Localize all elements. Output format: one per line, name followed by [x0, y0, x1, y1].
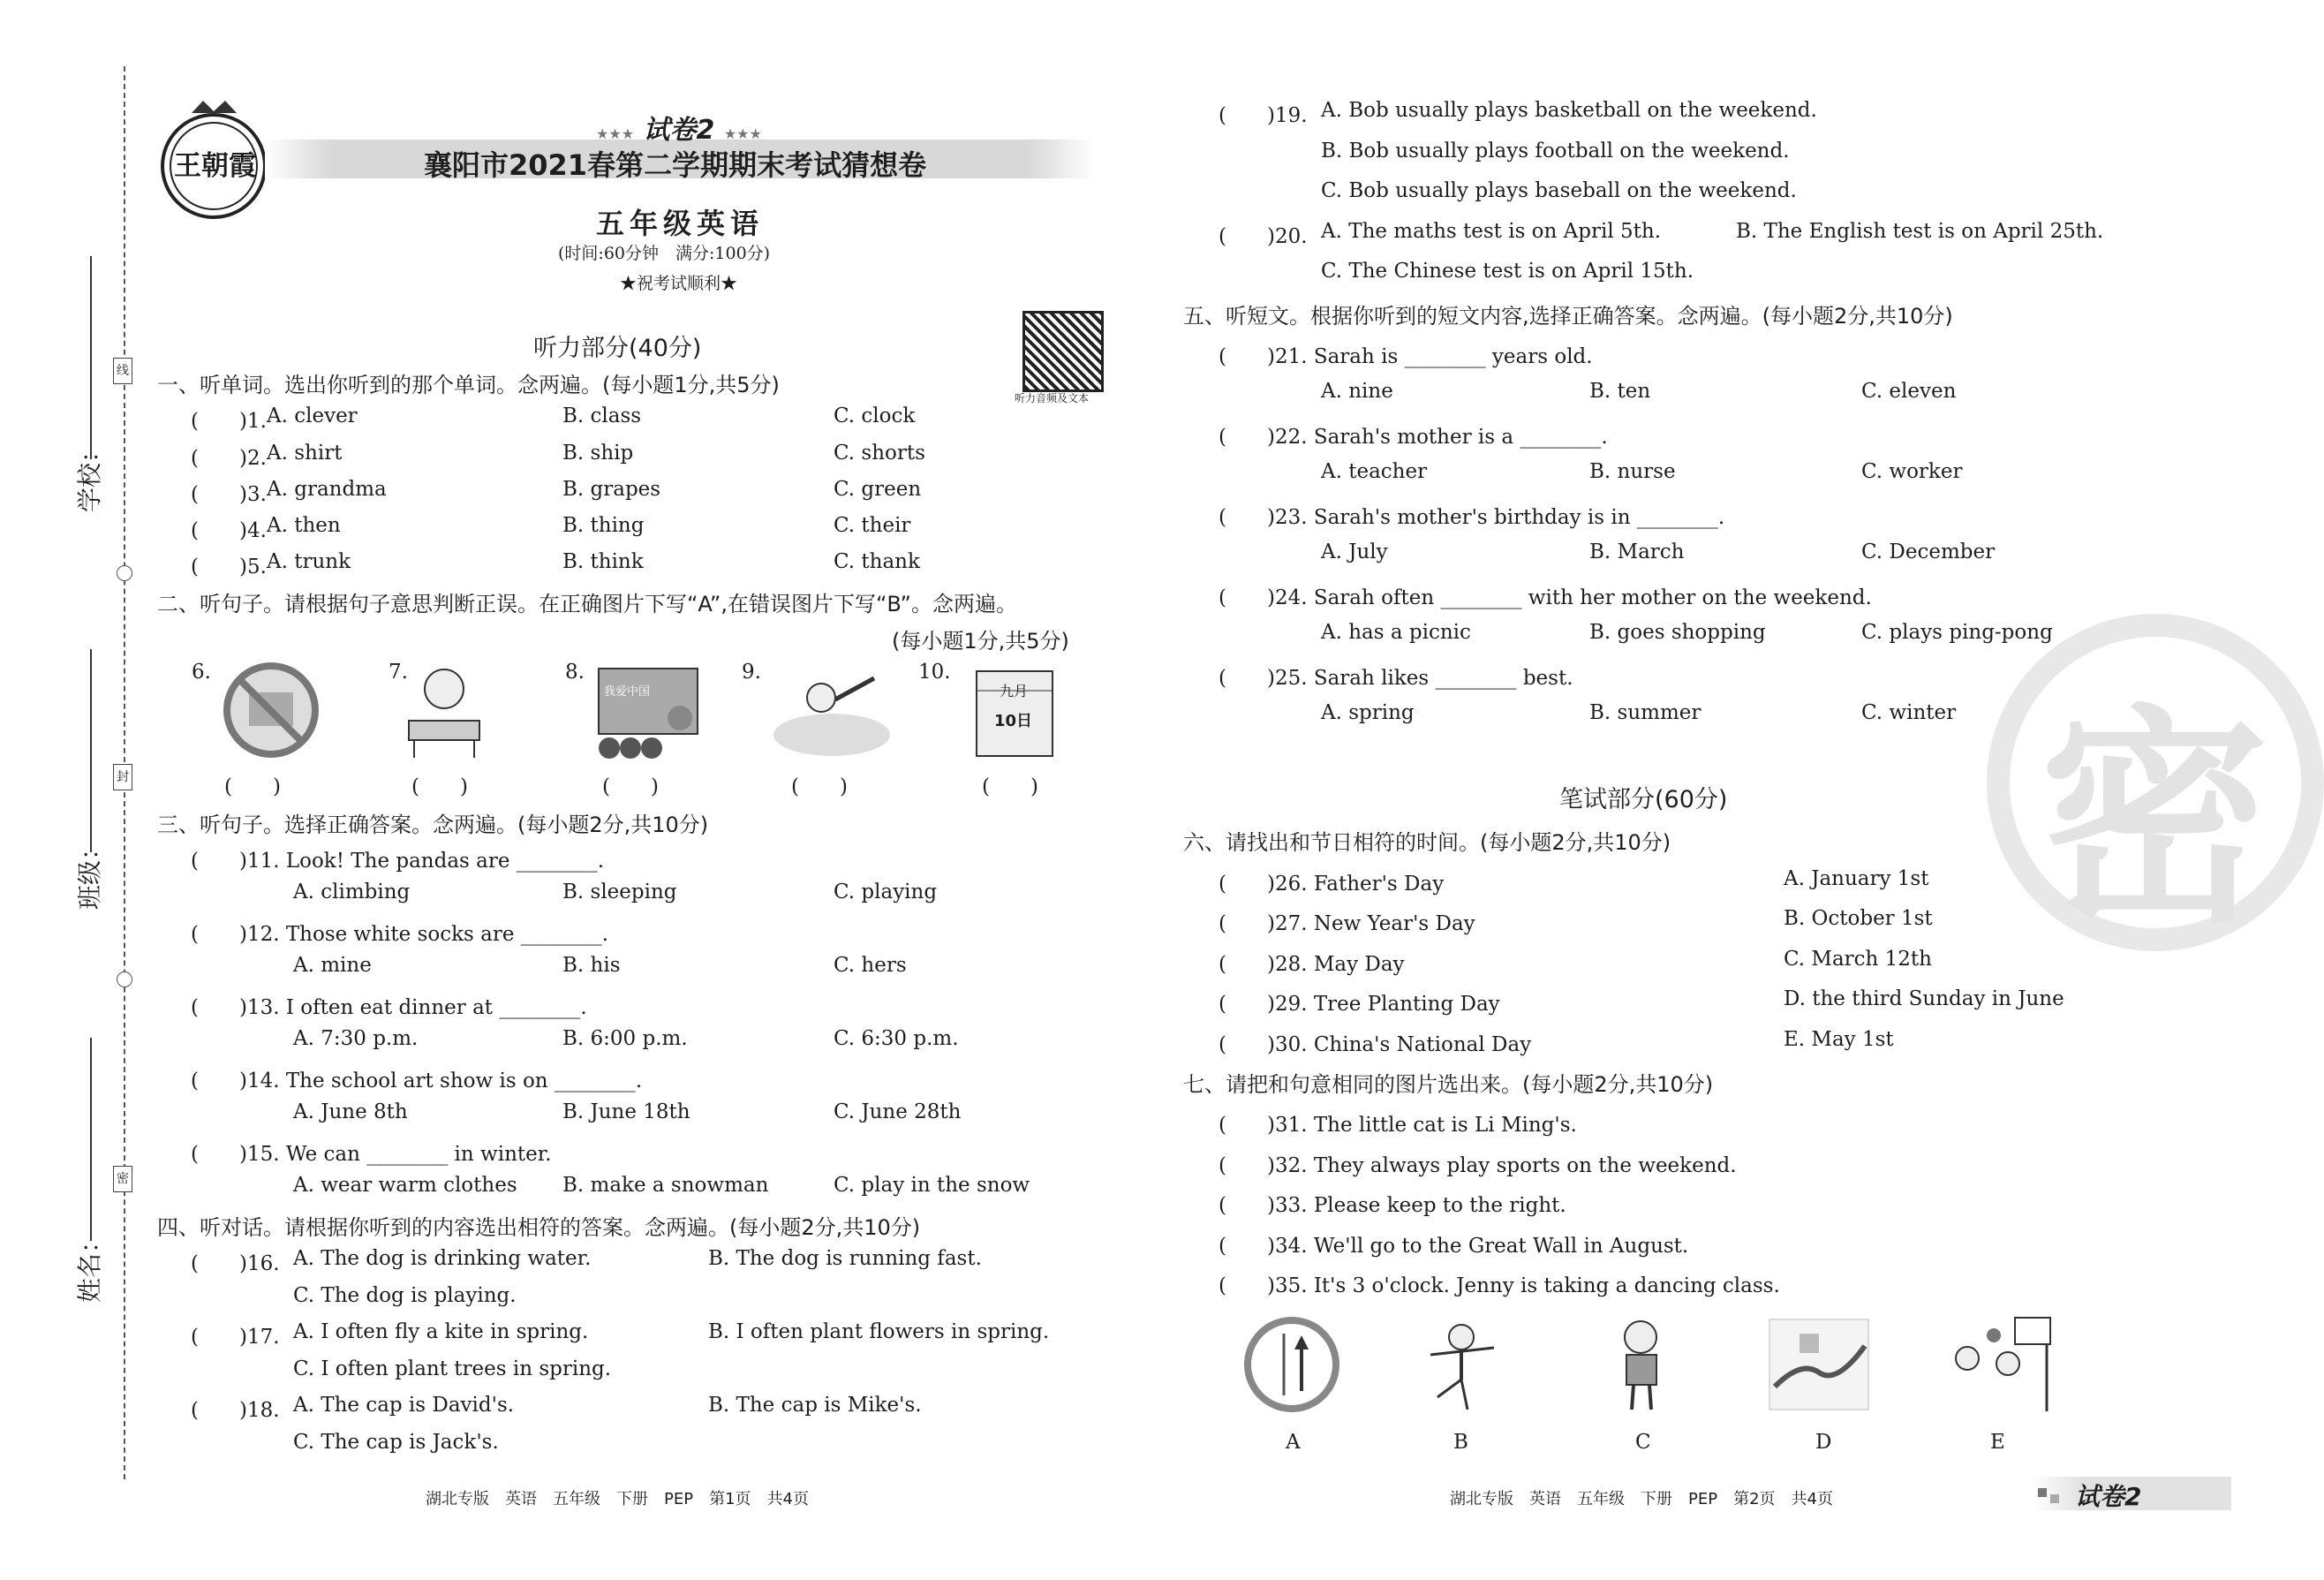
qr-code[interactable] — [1022, 311, 1104, 392]
q20-option-c: C. The Chinese test is on April 15th. — [1321, 260, 1694, 283]
q13-option-a: A. 7:30 p.m. — [293, 1027, 419, 1050]
name-line — [90, 1038, 92, 1241]
q11-option-a: A. climbing — [293, 881, 411, 903]
time-info: (时间:60分钟 满分:100分) — [558, 244, 771, 263]
q22-option-c: C. worker — [1861, 460, 1963, 483]
class-line — [90, 649, 92, 852]
q22-option-a: A. teacher — [1321, 460, 1428, 483]
q4-option-c: C. their — [834, 514, 911, 537]
q16-number: ( )16. — [191, 1252, 280, 1275]
footer-tag-square — [2038, 1488, 2047, 1497]
section2-title: 二、听句子。请根据句子意思判断正误。在正确图片下写“A”,在错误图片下写“B”。念两遍。 — [157, 592, 1017, 616]
pic-label-d: D — [1815, 1431, 1832, 1454]
written-title: 笔试部分(60分) — [1559, 786, 1728, 813]
q3-number: ( )3. — [191, 483, 267, 506]
q4-option-b: B. thing — [562, 514, 645, 537]
q5-option-b: B. think — [562, 550, 644, 573]
q16-option-b: B. The dog is running fast. — [708, 1247, 982, 1270]
pic-label-c: C — [1635, 1431, 1651, 1454]
q11-text: ( )11. Look! The pandas are ________. — [191, 850, 605, 873]
wish-text: ★祝考试顺利★ — [620, 274, 738, 293]
q15-text: ( )15. We can ________ in winter. — [191, 1143, 552, 1166]
q5-option-a: A. trunk — [267, 550, 351, 573]
section6-title: 六、请找出和节日相符的时间。(每小题2分,共10分) — [1183, 830, 1671, 855]
subject-title: 五年级英语 — [596, 207, 765, 240]
q16-option-a: A. The dog is drinking water. — [293, 1247, 592, 1270]
q11-option-b: B. sleeping — [562, 881, 677, 903]
q3-option-a: A. grandma — [267, 478, 387, 501]
q12-option-c: C. hers — [834, 954, 907, 977]
q13-option-b: B. 6:00 p.m. — [562, 1027, 688, 1050]
footer-tag-square — [2050, 1494, 2059, 1503]
q15-option-a: A. wear warm clothes — [293, 1174, 517, 1197]
q24-option-a: A. has a picnic — [1321, 621, 1471, 644]
section5-title: 五、听短文。根据你听到的短文内容,选择正确答案。念两遍。(每小题2分,共10分) — [1183, 304, 1953, 329]
name-label: 姓名： — [75, 1228, 104, 1303]
q14-option-a: A. June 8th — [293, 1100, 408, 1123]
q3-option-c: C. green — [834, 478, 922, 501]
option-a-date: A. January 1st — [1784, 867, 1929, 890]
dancing-girl-icon — [1413, 1316, 1510, 1413]
binding-hole — [117, 565, 132, 581]
calendar-month: 九月 — [1000, 683, 1029, 699]
q15-option-c: C. play in the snow — [834, 1174, 1030, 1197]
q17-option-c: C. I often plant trees in spring. — [293, 1357, 612, 1380]
q1-number: ( )1. — [191, 410, 267, 433]
q22-option-b: B. nurse — [1589, 460, 1676, 483]
footer-right: 湖北专版 英语 五年级 下册 PEP 第2页 共4页 — [1450, 1490, 1833, 1508]
class-label: 班级： — [75, 835, 104, 910]
q33-text: ( )33. Please keep to the right. — [1219, 1194, 1566, 1217]
logo — [155, 97, 274, 233]
q2-option-b: B. ship — [562, 442, 634, 465]
paper-number: ★★★ 试卷2 ★★★ — [596, 115, 762, 146]
q23-option-b: B. March — [1589, 541, 1685, 563]
q5-number: ( )5. — [191, 556, 267, 578]
school-line — [90, 256, 92, 459]
q23-option-a: A. July — [1321, 541, 1388, 563]
pic10-blank[interactable]: ( ) — [982, 775, 1038, 798]
binding-hole — [117, 971, 132, 987]
q26-text: ( )26. Father's Day — [1219, 873, 1445, 896]
no-tv-sign-icon — [221, 661, 321, 760]
q1-option-a: A. clever — [267, 404, 358, 427]
pic6-blank[interactable]: ( ) — [224, 775, 281, 798]
footer-left: 湖北专版 英语 五年级 下册 PEP 第1页 共4页 — [426, 1490, 809, 1508]
q15-option-b: B. make a snowman — [562, 1174, 769, 1197]
pic-label-b: B — [1453, 1431, 1468, 1454]
q4-option-a: A. then — [267, 514, 341, 537]
crown-icon — [192, 101, 237, 113]
seal-char-mi: 密 — [113, 1166, 132, 1192]
pic10-number: 10. — [918, 661, 951, 684]
watermark-text: 密 — [2040, 687, 2269, 954]
q2-option-c: C. shorts — [834, 442, 925, 465]
q13-option-c: C. 6:30 p.m. — [834, 1027, 959, 1050]
school-label: 学校： — [75, 437, 104, 512]
pic8-number: 8. — [565, 661, 585, 684]
q21-option-a: A. nine — [1321, 380, 1393, 403]
pic9-blank[interactable]: ( ) — [791, 775, 848, 798]
boy-with-cat-icon — [1595, 1316, 1692, 1413]
q13-text: ( )13. I often eat dinner at ________. — [191, 996, 587, 1019]
q2-option-a: A. shirt — [267, 442, 343, 465]
q28-text: ( )28. May Day — [1219, 953, 1405, 976]
swimming-boy-icon — [770, 662, 894, 760]
pic8-blank[interactable]: ( ) — [602, 775, 659, 798]
q12-text: ( )12. Those white socks are ________. — [191, 923, 609, 946]
q19-option-b: B. Bob usually plays football on the weekend. — [1321, 140, 1790, 163]
q25-option-b: B. summer — [1589, 701, 1702, 724]
q11-option-c: C. playing — [834, 881, 938, 903]
option-b-date: B. October 1st — [1784, 907, 1933, 930]
seal-char-xian: 线 — [113, 358, 132, 384]
q32-text: ( )32. They always play sports on the weekend. — [1219, 1154, 1737, 1177]
q23-option-c: C. December — [1861, 541, 1996, 563]
playing-basketball-icon — [1941, 1314, 2056, 1413]
section7-title: 七、请把和句意相同的图片选出来。(每小题2分,共10分) — [1183, 1072, 1714, 1097]
q14-option-b: B. June 18th — [562, 1100, 690, 1123]
q19-option-a: A. Bob usually plays basketball on the weekend. — [1321, 99, 1817, 122]
q20-option-a: A. The maths test is on April 5th. — [1321, 220, 1662, 243]
pic7-blank[interactable]: ( ) — [411, 775, 468, 798]
option-d-date: D. the third Sunday in June — [1784, 987, 2064, 1010]
section3-title: 三、听句子。选择正确答案。念两遍。(每小题2分,共10分) — [157, 813, 709, 837]
q19-option-c: C. Bob usually plays baseball on the weekend. — [1321, 179, 1797, 202]
q17-number: ( )17. — [191, 1326, 280, 1349]
q31-text: ( )31. The little cat is Li Ming's. — [1219, 1114, 1577, 1137]
q24-option-b: B. goes shopping — [1589, 621, 1766, 644]
q27-text: ( )27. New Year's Day — [1219, 912, 1475, 935]
pic6-number: 6. — [192, 661, 211, 684]
q5-option-c: C. thank — [834, 550, 920, 573]
boy-at-desk-icon — [402, 661, 487, 760]
q25-option-c: C. winter — [1861, 701, 1957, 724]
q2-number: ( )2. — [191, 447, 267, 470]
listening-title: 听力部分(40分) — [533, 335, 702, 362]
section1-title: 一、听单词。选出你听到的那个单词。念两遍。(每小题1分,共5分) — [157, 373, 780, 397]
teacher-blackboard-icon — [592, 665, 705, 760]
q12-option-a: A. mine — [293, 954, 372, 977]
calendar-day: 10日 — [994, 712, 1033, 730]
q23-text: ( )23. Sarah's mother's birthday is in ________. — [1219, 506, 1725, 529]
q12-option-b: B. his — [562, 954, 621, 977]
option-e-date: E. May 1st — [1784, 1028, 1894, 1051]
q14-option-c: C. June 28th — [834, 1100, 962, 1123]
q3-option-b: B. grapes — [562, 478, 661, 501]
q34-text: ( )34. We'll go to the Great Wall in August. — [1219, 1235, 1689, 1258]
seal-char-feng: 封 — [113, 764, 132, 790]
q18-number: ( )18. — [191, 1399, 280, 1422]
q1-option-c: C. clock — [834, 404, 916, 427]
q21-text: ( )21. Sarah is ________ years old. — [1219, 345, 1593, 368]
pic-label-a: A — [1286, 1431, 1301, 1454]
footer-tag: 试卷2 — [2075, 1482, 2142, 1511]
q25-option-a: A. spring — [1321, 701, 1415, 724]
q20-number: ( )20. — [1219, 225, 1308, 248]
q4-number: ( )4. — [191, 519, 267, 542]
q24-text: ( )24. Sarah often ________ with her mother on the weekend. — [1219, 586, 1872, 609]
q18-option-b: B. The cap is Mike's. — [708, 1394, 922, 1417]
q17-option-a: A. I often fly a kite in spring. — [293, 1320, 589, 1343]
pic-label-e: E — [1990, 1431, 2005, 1454]
q25-text: ( )25. Sarah likes ________ best. — [1219, 667, 1573, 690]
q30-text: ( )30. China's National Day — [1219, 1033, 1532, 1056]
q29-text: ( )29. Tree Planting Day — [1219, 993, 1500, 1016]
q21-option-c: C. eleven — [1861, 380, 1957, 403]
q14-text: ( )14. The school art show is on ________. — [191, 1070, 643, 1092]
q22-text: ( )22. Sarah's mother is a ________. — [1219, 426, 1608, 449]
section2-score: (每小题1分,共5分) — [892, 629, 1069, 654]
pic9-number: 9. — [742, 661, 761, 684]
q18-option-a: A. The cap is David's. — [293, 1394, 515, 1417]
section4-title: 四、听对话。请根据你听到的内容选出相符的答案。念两遍。(每小题2分,共10分) — [157, 1215, 921, 1240]
blackboard-text: 我爱中国 — [604, 685, 651, 699]
exam-title: 襄阳市2021春第二学期期末考试猜想卷 — [424, 148, 927, 182]
q1-option-b: B. class — [562, 404, 642, 427]
q16-option-c: C. The dog is playing. — [293, 1284, 517, 1307]
q24-option-c: C. plays ping-pong — [1861, 621, 2053, 644]
pic7-number: 7. — [389, 661, 408, 684]
logo-text: 王朝霞 — [174, 150, 256, 182]
qr-label: 听力音频及文本 — [1015, 392, 1090, 404]
q19-number: ( )19. — [1219, 104, 1308, 127]
option-c-date: C. March 12th — [1784, 948, 1932, 971]
q20-option-b: B. The English test is on April 25th. — [1736, 220, 2104, 243]
q35-text: ( )35. It's 3 o'clock. Jenny is taking a dancing class. — [1219, 1274, 1780, 1297]
great-wall-icon — [1766, 1316, 1872, 1413]
q18-option-c: C. The cap is Jack's. — [293, 1431, 499, 1454]
q17-option-b: B. I often plant flowers in spring. — [708, 1320, 1050, 1343]
q21-option-b: B. ten — [1589, 380, 1651, 403]
keep-right-sign-icon — [1243, 1316, 1340, 1413]
